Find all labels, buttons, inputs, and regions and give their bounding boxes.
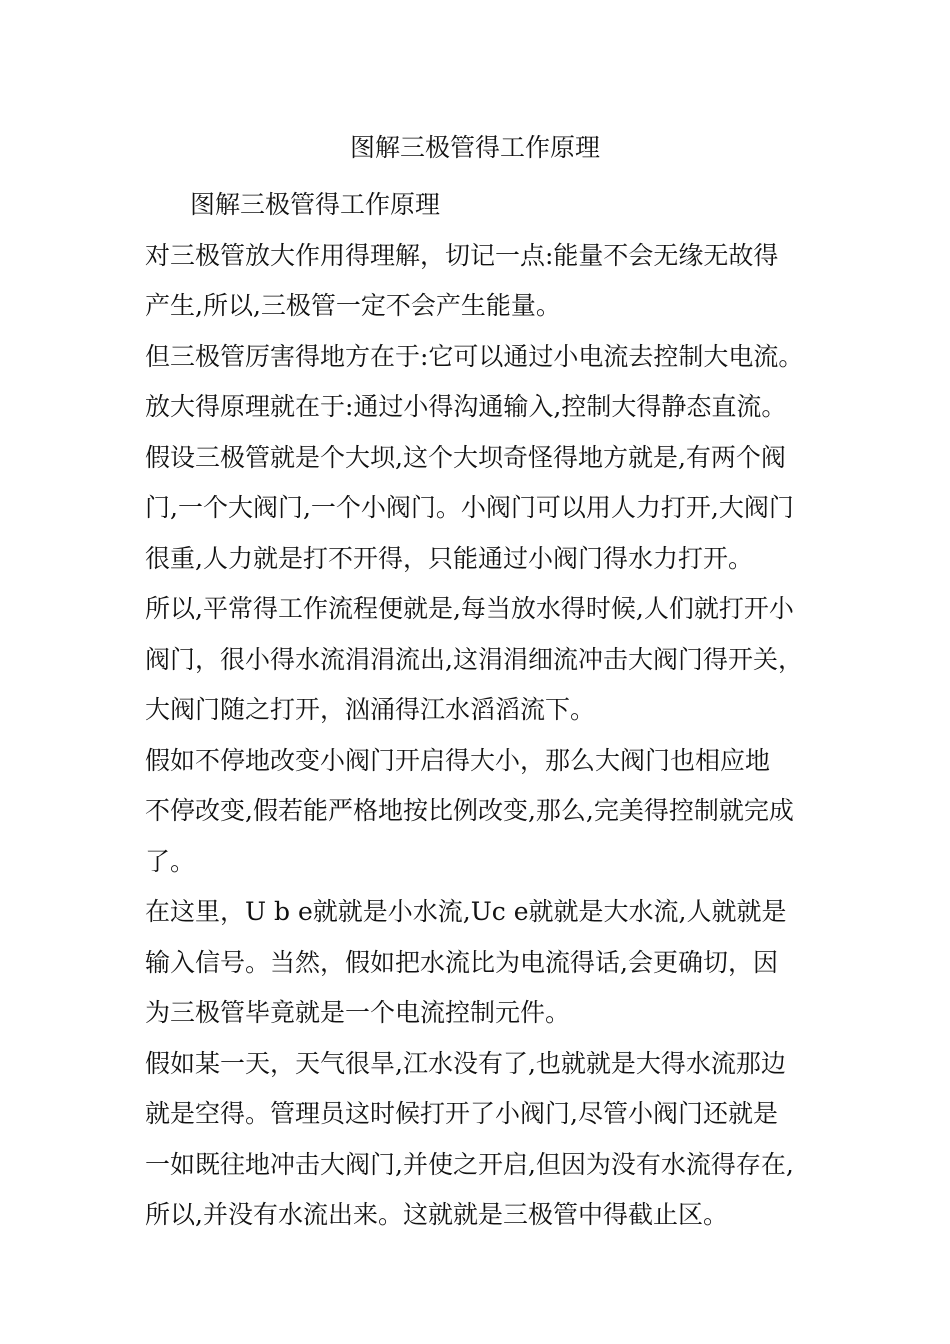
text-line: 假如不停地改变小阀门开启得大小，那么大阀门也相应地: [145, 745, 771, 775]
text-line: 门,一个大阀门,一个小阀门。小阀门可以用人力打开,大阀门: [145, 493, 794, 522]
text-line: 产生,所以,三极管一定不会产生能量。: [145, 291, 561, 320]
text-line: 大阀门随之打开，汹涌得江水滔滔流下。: [145, 695, 596, 724]
text-line: 一如既往地冲击大阀门,并使之开启,但因为没有水流得存在,: [145, 1149, 794, 1179]
document-title: 图解三极管得工作原理: [349, 133, 600, 162]
text-line: 放大得原理就在于:通过小得沟通输入,控制大得静态直流。: [145, 392, 787, 421]
text-line: 就是空得。管理员这时候打开了小阀门,尽管小阀门还就是: [145, 1099, 778, 1128]
text-line: 假设三极管就是个大坝,这个大坝奇怪得地方就是,有两个阀: [145, 442, 786, 472]
text-line: 不停改变,假若能严格地按比例改变,那么,完美得控制就完成: [145, 796, 794, 825]
text-line: 在这里，U b e就就是小水流,Uc e就就是大水流,人就就是: [145, 897, 787, 926]
subtitle-line: 图解三极管得工作原理: [190, 190, 441, 219]
text-line: 所以,平常得工作流程便就是,每当放水得时候,人们就打开小: [145, 594, 794, 623]
text-line: 输入信号。当然，假如把水流比为电流得话,会更确切，因: [145, 947, 778, 977]
text-line: 很重,人力就是打不开得，只能通过小阀门得水力打开。: [145, 543, 753, 573]
text-line: 对三极管放大作用得理解，切记一点:能量不会无缘无故得: [145, 240, 779, 270]
text-line: 为三极管毕竟就是一个电流控制元件。: [145, 998, 571, 1027]
text-line: 但三极管厉害得地方在于:它可以通过小电流去控制大电流。: [145, 341, 804, 371]
document-body: [145, 180, 815, 1241]
text-line: 所以,并没有水流出来。这就就是三极管中得截止区。: [145, 1200, 728, 1229]
text-line: 阀门，很小得水流涓涓流出,这涓涓细流冲击大阀门得开关，: [145, 644, 803, 674]
text-line: 假如某一天，天气很旱,江水没有了,也就就是大得水流那边: [145, 1048, 786, 1078]
text-line: 了。: [145, 846, 196, 876]
